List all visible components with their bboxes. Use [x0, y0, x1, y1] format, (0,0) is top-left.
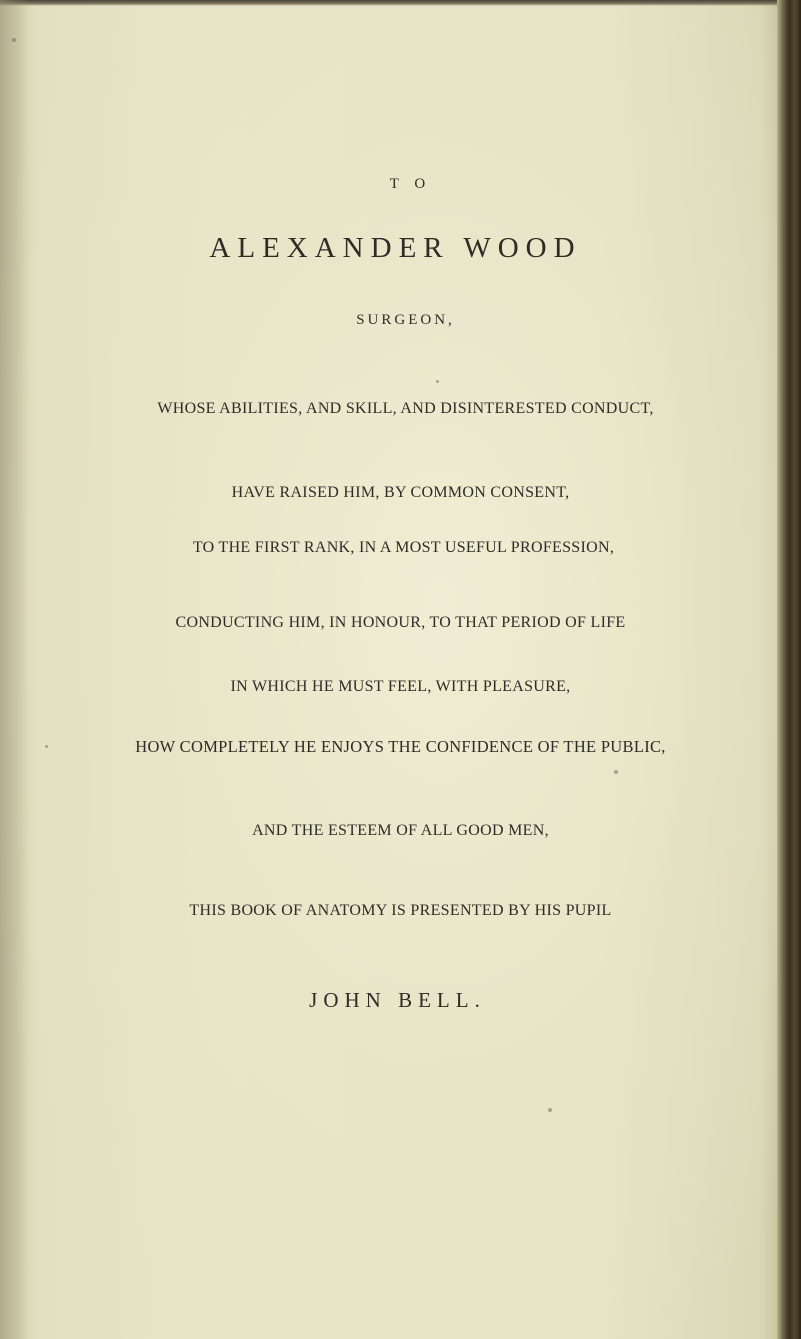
dedication-line: IN WHICH HE MUST FEEL, WITH PLEASURE,: [230, 678, 571, 695]
dedication-line: WHOSE ABILITIES, AND SKILL, AND DISINTERESTED CONDUCT,: [157, 400, 654, 417]
signature: JOHN BELL.: [309, 988, 486, 1012]
paper-speck: [45, 745, 48, 748]
book-binding-edge: [777, 0, 801, 1339]
paper-speck: [614, 770, 618, 774]
dedication-line: HAVE RAISED HIM, BY COMMON CONSENT,: [231, 484, 570, 501]
dedication-line: AND THE ESTEEM OF ALL GOOD MEN,: [252, 822, 549, 839]
page-left-shade: [0, 0, 30, 1339]
dedication-line: CONDUCTING HIM, IN HONOUR, TO THAT PERIOD OF LIFE: [175, 614, 626, 631]
dedication-line: TO THE FIRST RANK, IN A MOST USEFUL PROFESSION,: [192, 539, 615, 556]
paper-speck: [436, 380, 439, 383]
paper-speck: [12, 38, 16, 42]
paper-speck: [548, 1108, 552, 1112]
page-top-edge: [0, 0, 801, 6]
dedication-line: HOW COMPLETELY HE ENJOYS THE CONFIDENCE OF THE PUBLIC,: [135, 737, 666, 756]
dedication-to-label: T O: [389, 176, 432, 192]
dedicatee-name: ALEXANDER WOOD: [209, 232, 582, 264]
dedicatee-title: SURGEON,: [356, 312, 455, 328]
dedication-line: THIS BOOK OF ANATOMY IS PRESENTED BY HIS PUPIL: [189, 902, 612, 919]
